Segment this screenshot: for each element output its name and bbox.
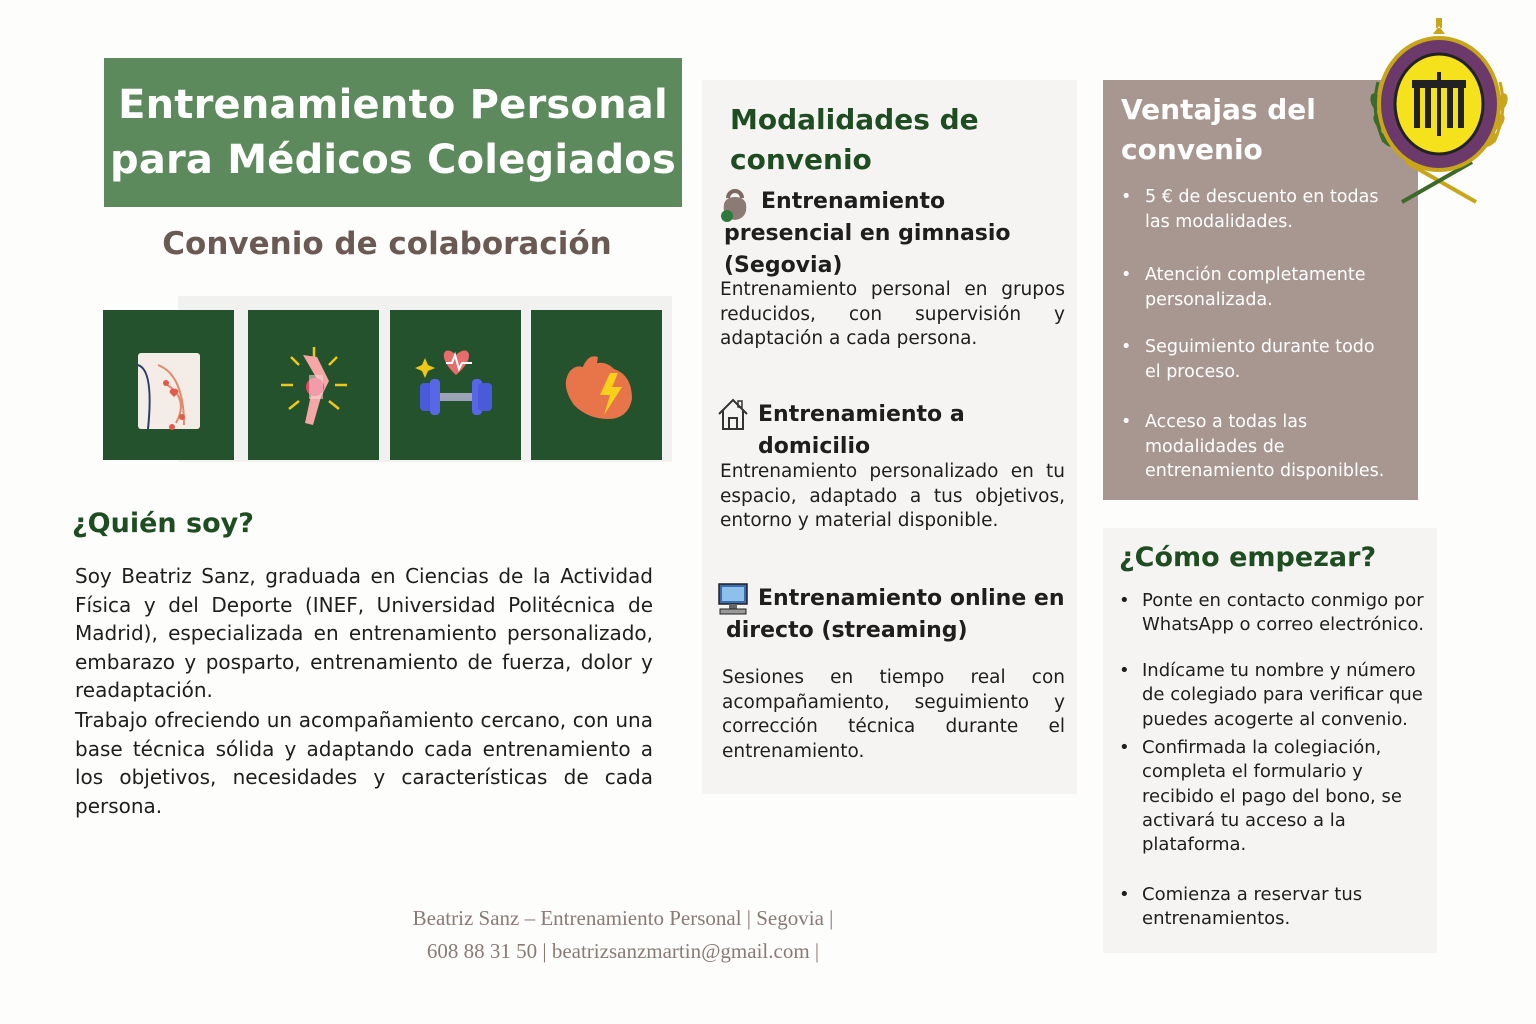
who-paragraph-2: Trabajo ofreciendo un acompañamiento cercano, con una base técnica sólida y adaptando cada entrenamiento a los objetivos, necesidades y características de cada persona.	[75, 708, 653, 818]
como-empezar-heading: ¿Cómo empezar?	[1119, 542, 1377, 573]
como-empezar-item: • Comienza a reservar tus entrenamientos.	[1119, 884, 1363, 930]
ventajas-item: • 5 € de descuento en todas las modalidades.	[1121, 187, 1379, 232]
ventajas-item: • Acceso a todas las modalidades de entrenamiento disponibles.	[1121, 412, 1385, 481]
house-icon	[716, 396, 752, 432]
modalidad-1-title: Entrenamiento presencial en gimnasio (Segovia)	[724, 189, 1011, 278]
who-heading: ¿Quién soy?	[72, 508, 254, 539]
knee-pain-icon	[269, 335, 359, 435]
como-empezar-item: • Confirmada la colegiación, completa el formulario y recibido el pago del bono, se activará tu acceso a la plataforma.	[1119, 737, 1402, 856]
bullet-icon: •	[1119, 660, 1130, 681]
modalidad-1-description: Entrenamiento personal en grupos reducidos, con supervisión y adaptación a cada persona.	[720, 279, 1065, 349]
image-tile-dumbbell-heart	[390, 310, 521, 460]
bullet-icon: •	[1119, 590, 1130, 611]
footer-line-1: Beatriz Sanz – Entrenamiento Personal | Segovia |	[412, 906, 834, 930]
ventajas-heading: Ventajas del convenio	[1121, 93, 1316, 166]
health-chart-icon	[124, 335, 214, 435]
who-paragraph-1: Soy Beatriz Sanz, graduada en Ciencias de la Actividad Física y del Deporte (INEF, Universidad Politécnica de Madrid), especializada en entrenamiento personalizado, embarazo y posparto, entrenamiento de fuerza, dolor y readaptación.	[75, 564, 653, 702]
medical-college-seal-icon	[1366, 12, 1512, 208]
bullet-icon: •	[1121, 412, 1132, 432]
page-subtitle: Convenio de colaboración	[162, 226, 612, 262]
footer	[340, 902, 906, 968]
title-banner	[104, 58, 682, 207]
footer-line-2: 608 88 31 50 | beatrizsanzmartin@gmail.com |	[426, 939, 820, 963]
bullet-icon: •	[1121, 187, 1132, 207]
modalidad-2-description: Entrenamiento personalizado en tu espacio, adaptado a tus objetivos, entorno y material disponible.	[720, 461, 1065, 531]
bullet-icon: •	[1119, 737, 1130, 758]
como-empezar-item: • Ponte en contacto conmigo por WhatsApp o correo electrónico.	[1119, 590, 1424, 636]
image-tile-strong-arm	[531, 310, 662, 460]
bullet-icon: •	[1121, 265, 1132, 285]
dumbbell-heart-icon	[406, 335, 506, 435]
modalidad-3-title: Entrenamiento online en directo (streaming)	[726, 586, 1065, 643]
ventajas-item: • Seguimiento durante todo el proceso.	[1121, 337, 1375, 382]
image-tile-health-chart	[103, 310, 234, 460]
page-title: Entrenamiento Personal para Médicos Colegiados	[109, 81, 676, 183]
bullet-icon: •	[1119, 884, 1130, 905]
modalidad-3-description: Sesiones en tiempo real con acompañamiento, seguimiento y corrección técnica durante el entrenamiento.	[722, 667, 1065, 762]
bullet-icon: •	[1121, 337, 1132, 357]
strong-arm-icon	[552, 335, 642, 435]
modalidad-2-title: Entrenamiento a domicilio	[758, 402, 965, 459]
modalidades-heading: Modalidades de convenio	[730, 103, 979, 176]
como-empezar-item: • Indícame tu nombre y número de colegiado para verificar que puedes acogerte al convenio.	[1119, 660, 1423, 730]
ventajas-item: • Atención completamente personalizada.	[1121, 265, 1366, 310]
image-tile-knee-pain	[248, 310, 379, 460]
